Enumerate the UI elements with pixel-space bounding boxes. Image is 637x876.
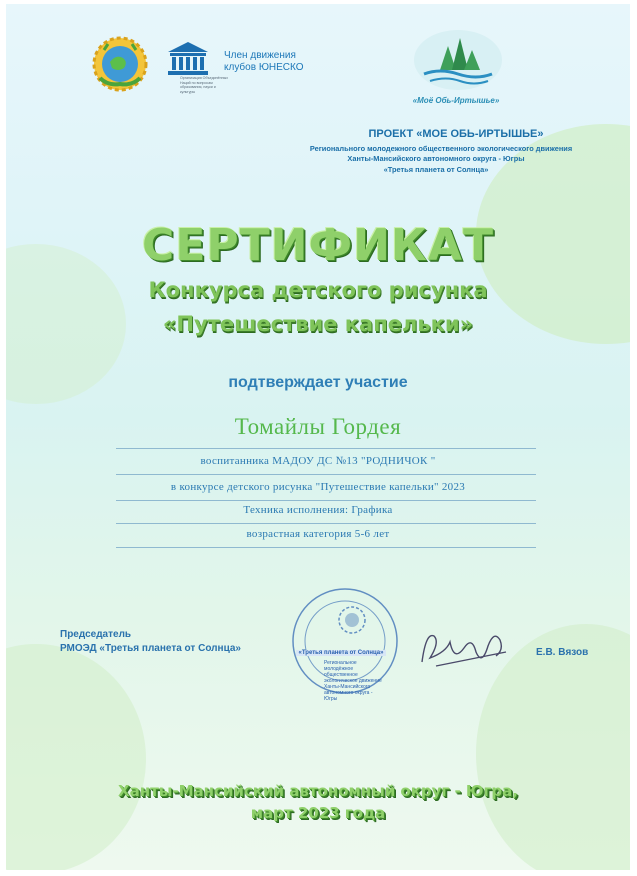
bg-blob [6, 644, 146, 870]
divider [116, 448, 536, 449]
cert-line3: Техника исполнения: Графика [243, 504, 393, 516]
certificate-title: СЕРТИФИКАТ [142, 220, 494, 271]
divider [116, 500, 536, 501]
divider [116, 523, 536, 524]
footer-line1: Ханты-Мансийский автономный округ - Югра, [118, 782, 518, 800]
unesco-logo-icon [166, 40, 210, 76]
unesco-member-text: Член движения клубов ЮНЕСКО [224, 50, 304, 73]
stamp-small-text: Региональное молодёжное общественное экологическое движение Ханты-Мансийского автономного округа - Югры [324, 660, 382, 702]
ecology-emblem-icon [90, 34, 150, 94]
project-line1: Регионального молодежного общественного экологического движения [309, 144, 573, 153]
cert-line2: в конкурсе детского рисунка "Путешествие капельки" 2023 [170, 481, 466, 493]
stamp-center-text: «Третья планета от Солнца» [296, 650, 386, 656]
signer-name: Е.В. Вязов [536, 647, 589, 658]
footer-line2: март 2023 года [250, 804, 386, 822]
project-line3: «Третья планета от Солнца» [383, 165, 489, 174]
handwritten-signature [416, 622, 512, 676]
project-title: ПРОЕКТ «МОЕ ОБЬ-ИРТЫШЬЕ» [368, 128, 544, 140]
unesco-small-text: Организация Объединённых Наций по вопросам образования, науки и культуры [180, 76, 229, 94]
confirms-text: подтверждает участие [228, 374, 408, 391]
obirtysh-logo-name: «Моё Обь-Иртышье» [412, 96, 500, 105]
obirtysh-logo-icon [410, 26, 506, 92]
certificate-subtitle1: Конкурса детского рисунка [148, 278, 488, 302]
certificate-subtitle2: «Путешествие капельки» [162, 312, 474, 336]
certificate-sheet [6, 4, 630, 870]
cert-line4: возрастная категория 5-6 лет [246, 528, 390, 540]
signer-role1: Председатель [60, 629, 132, 640]
divider [116, 547, 536, 548]
signer-role2: РМОЭД «Третья планета от Солнца» [60, 643, 241, 654]
cert-line1: воспитанника МАДОУ ДС №13 "РОДНИЧОК " [200, 455, 436, 467]
recipient-name: Томайлы Гордея [234, 414, 402, 439]
project-line2: Ханты-Мансийского автономного округа - Югры [347, 154, 525, 163]
divider [116, 474, 536, 475]
